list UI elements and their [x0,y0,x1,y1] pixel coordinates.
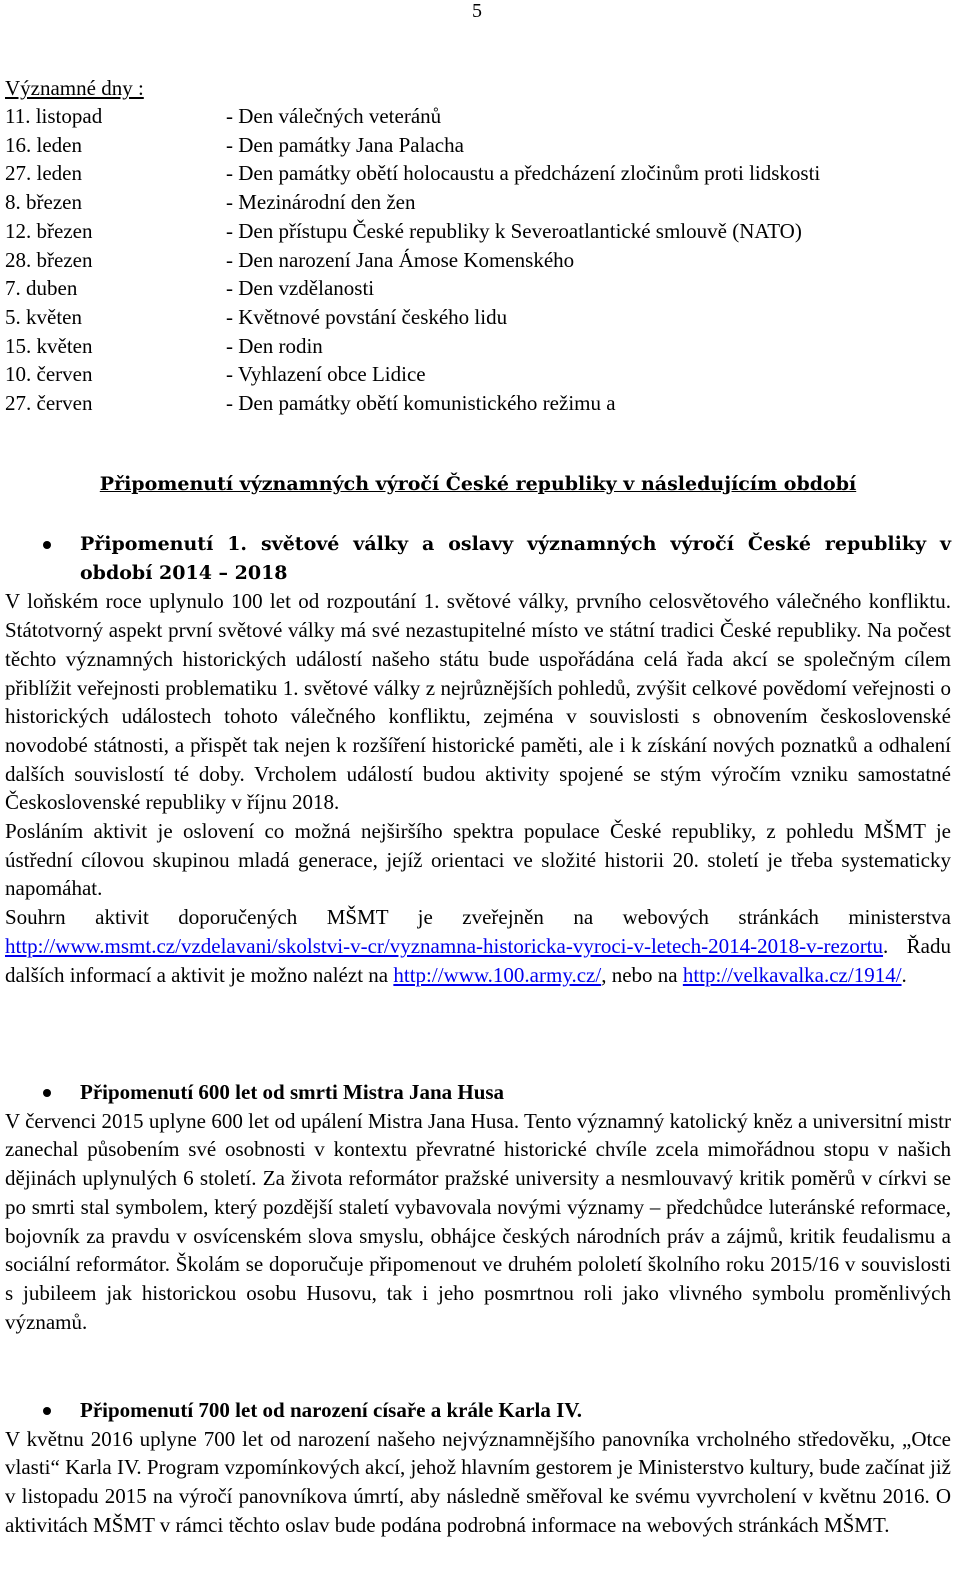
bullet-icon [43,1089,51,1097]
day-row [5,389,820,418]
topic-paragraph-links [5,903,951,989]
page-number: 5 [472,0,482,22]
day-name: - Den památky obětí komunistického režimu a [226,391,616,416]
day-row [5,131,820,160]
day-name: - Den rodin [226,333,323,358]
topic-karel [5,1396,951,1540]
day-date: 12. březen [5,218,93,243]
days-heading: Významné dny : [5,76,144,100]
day-row [5,332,820,361]
day-date: 28. březen [5,247,93,272]
topic-hus [5,1078,951,1336]
days-list [5,102,820,418]
day-row [5,217,820,246]
day-row [5,303,820,332]
bullet-icon [43,541,51,549]
day-date: 8. březen [5,190,82,215]
msmt-link[interactable]: http://www.msmt.cz/vzdelavani/skolstvi-v-cr/vyznamna-historicka-vyroci-v-letech-2014-2018-v-rezortu [5,933,884,958]
topic-title-text: Připomenutí 1. světové války a oslavy významných výročí České republiky v období 2014 – 2018 [80,533,951,584]
day-date: 5. květen [5,304,82,329]
day-name: - Vyhlazení obce Lidice [226,362,426,387]
paragraph-text: , nebo na [601,962,683,987]
topic-paragraph: V květnu 2016 uplyne 700 let od narození našeho nejvýznamnějšího panovníka vrcholného středověku, „Otce vlasti“ Karla IV. Program vzpomínkových akcí, jehož hlavním gestorem je Ministerstvo kultury, bude začínat již v listopadu 2015 na výročí panovníkova úmrtí, aby následně směřoval ke svému vyvrcholení v květnu 2016. O aktivitách MŠMT v rámci těchto oslav bude podána podrobná informace na webových stránkách MŠMT. [5,1426,951,1537]
day-row [5,102,820,131]
day-date: 27. leden [5,161,82,186]
section-heading: Připomenutí významných výročí České republiky v následujícím období [99,473,857,495]
day-name: - Den památky obětí holocaustu a předcházení zločinům proti lidskosti [226,161,821,186]
paragraph-text: . Řadu dalších informací a aktivit je možno nalézt na [5,933,951,987]
day-row [5,274,820,303]
day-name: - Den přístupu České republiky k Severoatlantické smlouvě (NATO) [226,218,802,243]
day-name: - Den válečných veteránů [226,104,442,128]
day-date: 10. červen [5,362,93,387]
day-date: 7. duben [5,276,78,301]
topic-title [5,1078,951,1107]
topic-title-text: Připomenutí 600 let od smrti Mistra Jana Husa [80,1080,505,1104]
day-date: 27. červen [5,391,93,416]
day-name: - Květnové povstání českého lidu [226,304,508,329]
day-date: 15. květen [5,333,93,358]
day-row [5,360,820,389]
day-row [5,188,820,217]
topic-paragraph: V červenci 2015 uplyne 600 let od upálení Mistra Jana Husa. Tento významný katolický kněz a universitní mistr zanechal působením své osobnosti v kontextu převratné historické chvíle zcela mimořádnou stopu v našich dějinách uplynulých 6 století. Za života reformátor pražské university a nesmlouvavý kritik poměrů v církvi se po smrti stal symbolem, který pozdější staletí vybavovala novými významy – předchůdce luteránské reformace, bojovník za pravdu v osvícenském slova smyslu, obhájce českých národních práv a zájmů, kritik feudalismu a sociální reformátor. Školám se doporučuje připomenout ve druhém pololetí školního roku 2015/16 v souvislosti s jubileem jak historickou osobu Husovu, tak i jeho posmrtnou roli jako vlivného symbolu proměnlivých významů. [5,1108,951,1334]
paragraph-text: . [901,962,907,987]
day-name: - Mezinárodní den žen [226,190,416,215]
topic-ww1 [5,530,951,989]
topic-title [5,1396,951,1425]
day-row [5,246,820,275]
bullet-icon [43,1407,51,1415]
day-date: 16. leden [5,132,82,157]
day-name: - Den památky Jana Palacha [226,132,464,157]
topic-paragraph: V loňském roce uplynulo 100 let od rozpoutání 1. světové války, prvního celosvětového válečného konfliktu. Státotvorný aspekt první světové války má své nezastupitelné místo ve státní tradici České republiky. Na počest těchto významných historických událostí našeho státu bude uspořádána celá řada akcí se společným cílem přiblížit veřejnosti problematiku 1. světové války z nejrůznějších pohledů, zvýšit celkové povědomí veřejnosti o historických událostech tohoto válečného konfliktu, zejména v souvislosti s obnovením československé novodobé státnosti, a přispět tak nejen k rozšíření historické paměti, ale i k získání nových poznatků a odhalení dalších souvislostí té doby. Vrcholem událostí budou aktivity spojené se stým výročím vzniku samostatné Československé republiky v říjnu 2018. [5,589,951,815]
day-date: 11. listopad [5,104,103,128]
day-name: - Den narození Jana Ámose Komenského [226,247,575,272]
topic-title [5,530,951,587]
day-row [5,159,820,188]
day-name: - Den vzdělanosti [226,276,375,301]
topic-title-text: Připomenutí 700 let od narození císaře a krále Karla IV. [80,1398,583,1422]
army-link[interactable]: http://www.100.army.cz/ [393,962,602,987]
velkavalka-link[interactable]: http://velkavalka.cz/1914/ [682,962,902,987]
topic-paragraph: Posláním aktivit je oslovení co možná nejširšího spektra populace České republiky, z pohledu MŠMT je ústřední cílovou skupinou mladá generace, jejíž orientaci ve složité historii 20. století je třeba systematicky napomáhat. [5,819,951,901]
paragraph-text: Souhrn aktivit doporučených MŠMT je zveřejněn na webových stránkách ministerstva [5,905,951,930]
